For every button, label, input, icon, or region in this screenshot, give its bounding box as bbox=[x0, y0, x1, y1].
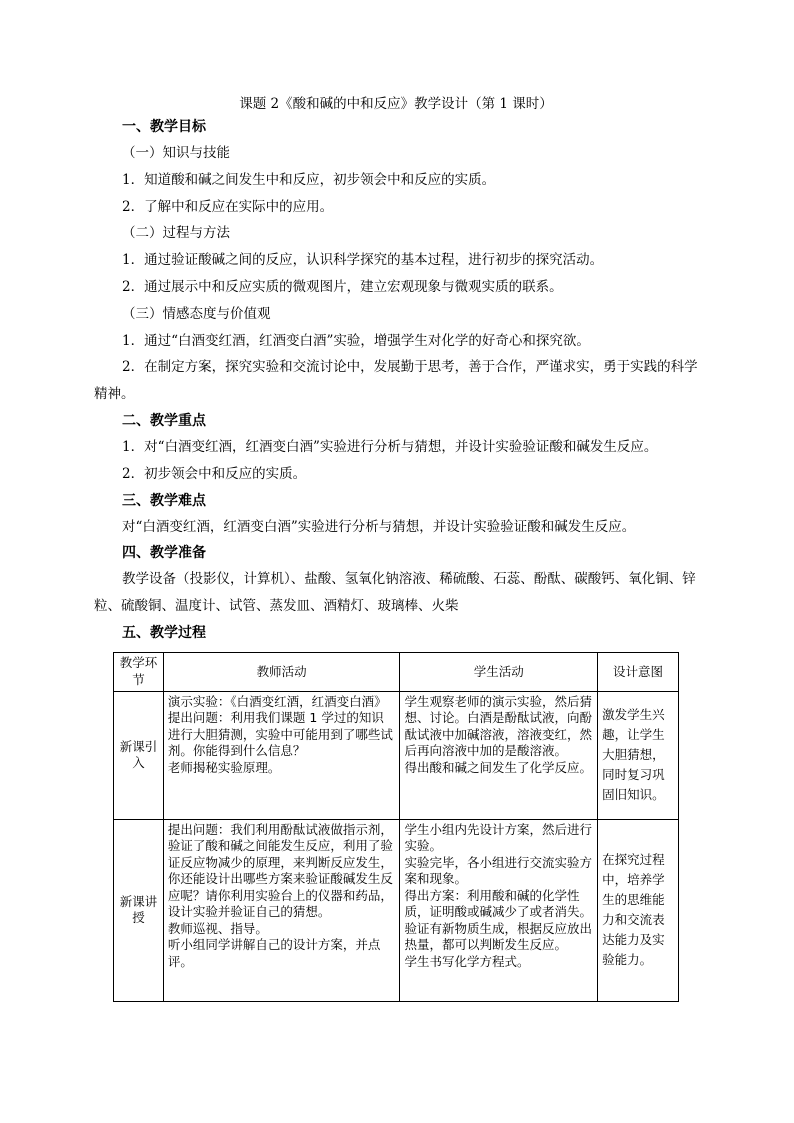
intent-cell: 在探究过程中，培养学生的思维能力和交流表达能力及实验能力。 bbox=[598, 819, 679, 1001]
header-intent: 设计意图 bbox=[598, 652, 679, 691]
teacher-cell bbox=[163, 691, 400, 819]
teacher-activity-line: 演示实验：《白酒变红酒，红酒变白酒》 bbox=[167, 693, 387, 709]
knowledge-item: 1．知道酸和碱之间发生中和反应，初步领会中和反应的实质。 bbox=[122, 171, 496, 188]
teacher-activity-line: 老师揭秘实验原理。 bbox=[167, 759, 281, 775]
emotion-item: 1．通过“白酒变红酒，红酒变白酒”实验，增强学生对化学的好奇心和探究欲。 bbox=[122, 332, 590, 349]
student-activity-line: 得出酸和碱之间发生了化学反应。 bbox=[404, 759, 592, 775]
student-activity-line: 学生小组内先设计方案，然后进行实验。 bbox=[404, 821, 592, 854]
process-item: 2．通过展示中和反应实质的微观图片，建立宏观现象与微观实质的联系。 bbox=[122, 278, 563, 295]
section-heading-difficulties: 三、教学难点 bbox=[122, 492, 206, 509]
section-heading-goals: 一、教学目标 bbox=[122, 119, 206, 135]
table-row bbox=[114, 691, 679, 819]
emotion-item: 2．在制定方案，探究实验和交流讨论中，发展勤于思考，善于合作，严谨求实，勇于实践的科学精神。 bbox=[94, 359, 698, 403]
teacher-cell bbox=[163, 819, 400, 1001]
document-page bbox=[94, 94, 698, 1002]
student-activity-line: 实验完毕，各小组进行交流实验方案和现象。 bbox=[404, 854, 592, 887]
teacher-activity-line: 听小组同学讲解自己的设计方案，并点评。 bbox=[167, 937, 381, 969]
teacher-activity-line: 提出问题：利用我们课题 1 学过的知识进行大胆猜测，实验中可能用到了哪些试剂。你能得到什么信息？ bbox=[167, 710, 393, 759]
subheading-knowledge: （一）知识与技能 bbox=[122, 145, 230, 161]
section-heading-process: 五、教学过程 bbox=[122, 624, 206, 641]
key-point-item: 1．对“白酒变红酒，红酒变白酒”实验进行分析与猜想，并设计实验验证酸和碱发生反应。 bbox=[122, 438, 658, 455]
key-point-item: 2．初步领会中和反应的实质。 bbox=[122, 465, 307, 482]
student-activity-line: 学生书写化学方程式。 bbox=[404, 953, 530, 969]
subheading-process: （二）过程与方法 bbox=[122, 225, 230, 242]
stage-cell: 新课引入 bbox=[114, 691, 164, 819]
subheading-emotion: （三）情感态度与价值观 bbox=[122, 305, 271, 322]
stage-cell: 新课讲授 bbox=[114, 819, 164, 1001]
knowledge-item: 2．了解中和反应在实际中的应用。 bbox=[122, 198, 334, 215]
table-row bbox=[114, 819, 679, 1001]
difficulty-text: 对“白酒变红酒，红酒变白酒”实验进行分析与猜想，并设计实验验证酸和碱发生反应。 bbox=[122, 518, 636, 535]
header-teacher: 教师活动 bbox=[163, 652, 400, 691]
header-stage: 教学环节 bbox=[114, 652, 164, 691]
student-cell bbox=[400, 691, 598, 819]
header-student: 学生活动 bbox=[400, 652, 598, 691]
teacher-activity-line: 教师巡视、指导。 bbox=[167, 920, 268, 936]
preparation-text: 教学设备（投影仪，计算机）、盐酸、氢氧化钠溶液、稀硫酸、石蕊、酚酞、碳酸钙、氧化铜、锌粒、硫酸铜、温度计、试管、蒸发皿、酒精灯、玻璃棒、火柴 bbox=[94, 571, 696, 615]
teacher-activity-line: 提出问题：我们利用酚酞试液做指示剂，验证了酸和碱之间能发生反应，利用了验证反应物减少的原理，来判断反应发生，你还能设计出哪些方案来验证酸碱发生反应呢？请你利用实验台上的仪器和药品，设计实验并验证自己的猜想。 bbox=[167, 821, 393, 920]
student-cell bbox=[400, 819, 598, 1001]
section-heading-preparation: 四、教学准备 bbox=[122, 545, 206, 562]
process-item: 1．通过验证酸碱之间的反应，认识科学探究的基本过程，进行初步的探究活动。 bbox=[122, 252, 604, 269]
intent-cell: 激发学生兴趣，让学生大胆猜想，同时复习巩固旧知识。 bbox=[598, 691, 679, 819]
student-activity-line: 得出方案：利用酸和碱的化学性质，证明酸或碱减少了或者消失。验证有新物质生成，根据反应放出热量，都可以判断发生反应。 bbox=[404, 887, 592, 953]
lesson-process-table bbox=[113, 652, 679, 1002]
page-title: 课题 2《酸和碱的中和反应》教学设计（第 1 课时） bbox=[239, 96, 553, 112]
section-heading-key-points: 二、教学重点 bbox=[122, 412, 206, 429]
table-header-row bbox=[114, 652, 679, 691]
student-activity-line: 学生观察老师的演示实验，然后猜想、讨论。白酒是酚酞试液，向酚酞试液中加碱溶液，溶液变红，然后再向溶液中加的是酸溶液。 bbox=[404, 693, 592, 759]
